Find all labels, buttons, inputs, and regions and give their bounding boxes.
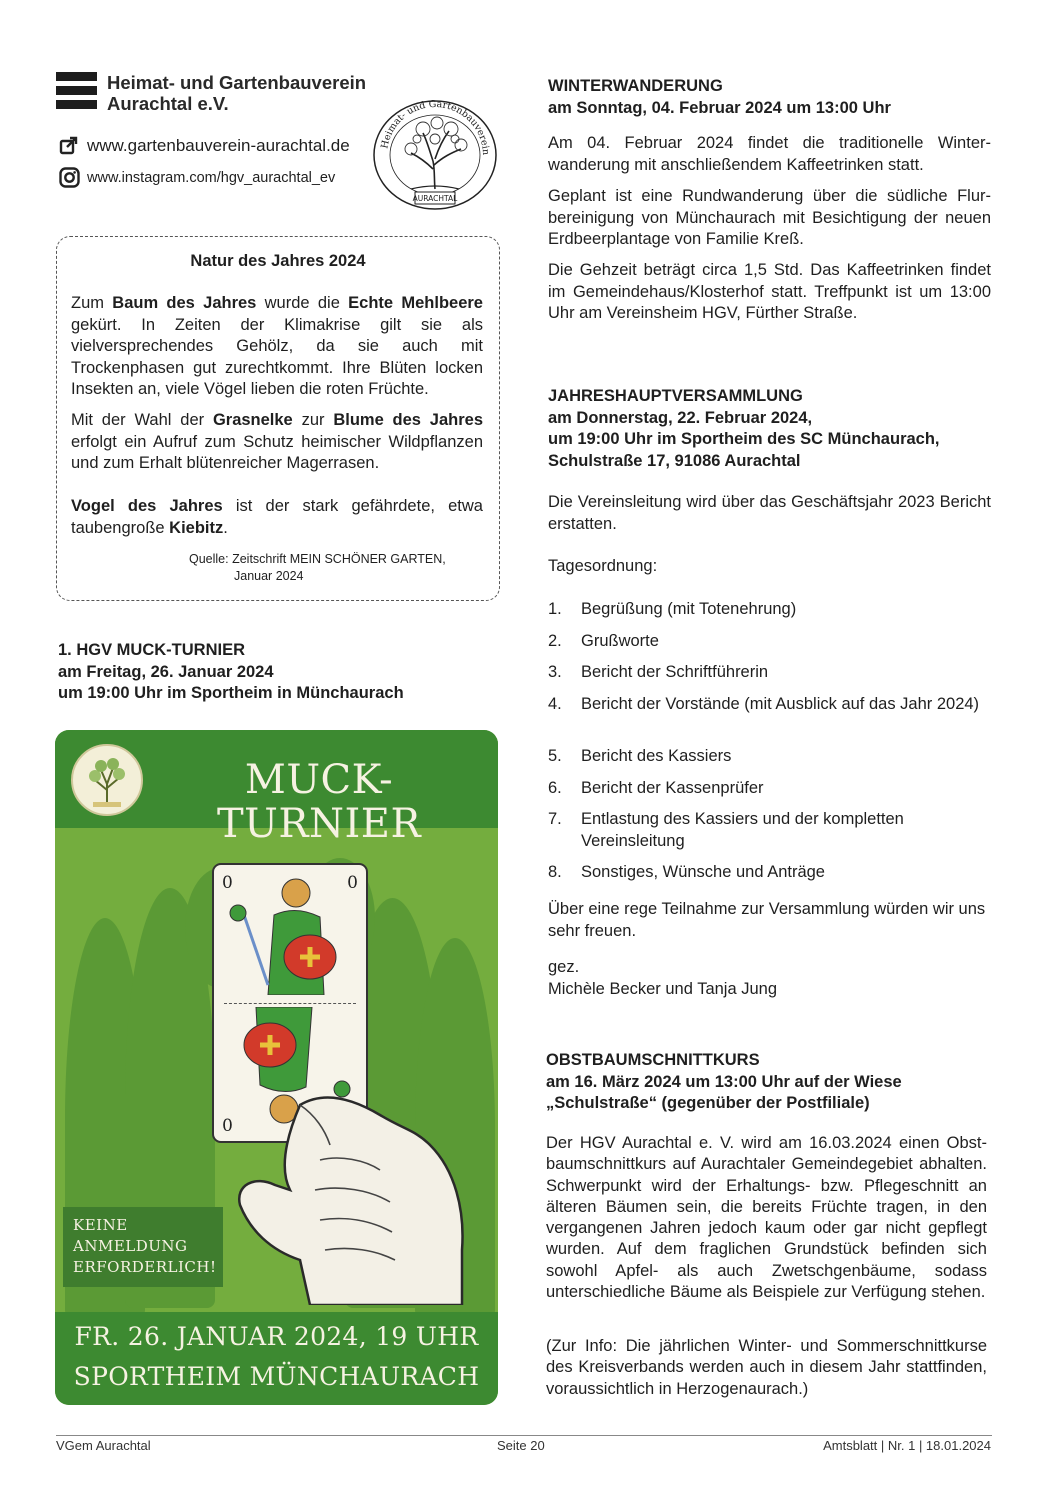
obst-paragraph-1: Der HGV Aurachtal e. V. wird am 16.03.2024 einen Obstbaumschnittkurs auf Aurachtaler Gemeindegebiet abhalten. Schwerpunkt wird der Erhaltungs- bzw. Pflegeschnitt an älteren Bäumen sein, die bereits Früchte tragen, in den vergangenen Jahren jedoch kaum oder gar nicht gepflegt wurden. Auf dem fraglichen Grundstück befinden sich sowohl Apfel- als auch Zwetschgenbäume, sodass unterschiedliche Bäume als Beispiele zur Verfügung stehen. (546, 1134, 987, 1302)
agenda-number: 7. (548, 810, 562, 828)
agenda-label: Tagesordnung: (548, 557, 658, 575)
card-value-top-left: 0 (222, 873, 233, 893)
footer-divider (56, 1435, 992, 1436)
nature-text: ist der stark gefährdete, etwa taubengroße (71, 497, 483, 537)
nature-highlight: Blume des Jahres (333, 411, 484, 429)
seal-tree-icon (371, 99, 499, 211)
footer-right: Amtsblatt | Nr. 1 | 18.01.2024 (823, 1438, 991, 1453)
instagram-url[interactable]: www.instagram.com/hgv_aurachtal_ev (87, 170, 336, 186)
nature-paragraph-vogel (71, 496, 483, 539)
agenda-number: 3. (548, 663, 562, 681)
agenda-text: Grußworte (581, 632, 659, 650)
seal-text-top: Heimat- und Gartenbauverein (379, 99, 492, 156)
agenda-number: 4. (548, 695, 562, 713)
nature-highlight: Baum des Jahres (112, 294, 257, 312)
source-line1: Quelle: Zeitschrift MEIN SCHÖNER GARTEN, (189, 552, 446, 566)
keine-line3: ERFORDERLICH! (73, 1258, 217, 1276)
org-name-line2: Aurachtal e.V. (107, 93, 229, 114)
obst-heading-date: am 16. März 2024 um 13:00 Uhr auf der Wiese (546, 1072, 902, 1091)
muck-heading-title: 1. HGV MUCK-TURNIER (58, 641, 246, 659)
obstbaumschnittkurs-heading (546, 1050, 991, 1115)
agenda-text: Entlastung des Kassiers und der kompletten Vereinsleitung (581, 810, 904, 850)
source-line2: Januar 2024 (234, 569, 304, 583)
agenda-number: 5. (548, 747, 562, 765)
winter-heading-date: am Sonntag, 04. Februar 2024 um 13:00 Uhr (548, 98, 891, 117)
winter-paragraph-3: Die Gehzeit beträgt circa 1,5 Std. Das Kaffeetrinken findet im Gemeindehaus/Klosterhof statt. Treffpunkt ist um 13:00 Uhr am Vereinsheim HGV, Fürther Straße. (548, 261, 991, 322)
poster-logo-tree-icon (73, 746, 141, 814)
nature-text: erfolgt ein Aufruf zum Schutz heimischer Wildpflanzen und zum Erhalt blütenreicher Magerrasen. (71, 432, 483, 473)
poster-place: SPORTHEIM MÜNCHAURACH (73, 1362, 480, 1391)
agenda-text: Bericht der Schriftführerin (581, 663, 769, 681)
card-figure-top-icon (224, 875, 356, 995)
obst-paragraph-2: (Zur Info: Die jährlichen Winter- und Sommerschnittkurse des Kreisverbands werden auch in diesem Jahr stattfinden, voraussichtlich in Herzogenaurach.) (546, 1337, 987, 1398)
agenda-number: 6. (548, 779, 562, 797)
obst-heading-title: OBSTBAUMSCHNITTKURS (546, 1051, 760, 1069)
poster-club-logo (71, 744, 143, 816)
nature-highlight: Vogel des Jahres (71, 497, 223, 515)
instagram-icon (59, 167, 80, 188)
winterwanderung-heading (548, 76, 991, 119)
external-link-icon (59, 136, 79, 156)
signature-gez: gez. (548, 958, 580, 976)
nature-text: Mit der Wahl der (71, 411, 213, 429)
poster-date: FR. 26. JANUAR 2024, 19 UHR (74, 1322, 479, 1351)
poster-no-registration (73, 1215, 223, 1278)
nature-highlight: Grasnelke (212, 411, 293, 429)
keine-line1: KEINE (73, 1216, 128, 1234)
hand-holding-card-icon (230, 1090, 470, 1305)
nature-highlight: Kiebitz (169, 518, 224, 537)
jhv-heading-address: Schulstraße 17, 91086 Aurachtal (548, 451, 801, 470)
card-value-top-right: 0 (347, 873, 358, 893)
obst-heading-place: „Schulstraße“ (gegenüber der Postfiliale) (546, 1094, 870, 1112)
vereins-seal-logo (371, 99, 499, 211)
jhv-heading-time: um 19:00 Uhr im Sportheim des SC Münchaurach, (548, 430, 940, 448)
website-url[interactable]: www.gartenbauverein-aurachtal.de (87, 136, 350, 155)
nature-box-title: Natur des Jahres 2024 (190, 252, 366, 270)
agenda-number: 1. (548, 600, 562, 618)
winter-paragraph-2: Geplant ist eine Rundwanderung über die südliche Flurbereinigung von Münchaurach mit Besichtigung der neuen Erdbeerplantage von Familie Kreß. (548, 187, 991, 248)
org-name-line1: Heimat- und Gartenbauverein (107, 72, 367, 93)
muck-turnier-poster (55, 730, 498, 1405)
organization-name (107, 72, 366, 114)
nature-text: zur (292, 411, 334, 429)
card-value-bottom-left: 0 (222, 1113, 233, 1133)
jhv-intro: Die Vereinsleitung wird über das Geschäftsjahr 2023 Bericht erstatten. (548, 493, 991, 533)
agenda-text: Sonstiges, Wünsche und Anträge (581, 863, 825, 881)
jhv-closing: Über eine rege Teilnahme zur Versammlung würden wir uns sehr freuen. (548, 900, 986, 940)
agenda-number: 8. (548, 863, 562, 881)
nature-paragraph-blume (71, 410, 483, 475)
nature-text: gekürt. In Zeiten der Klimakrise gilt sie als vielversprechendes Gehölz, da sie auch mit Trockenphasen gut zurechtkommt. Ihre Blüten locken Insekten an, viele Vögel lieben die roten Früchte. (71, 315, 483, 399)
poster-title: MUCK-TURNIER (216, 757, 422, 847)
muck-heading-place: um 19:00 Uhr im Sportheim in Münchaurach (58, 684, 404, 702)
agenda-text: Bericht des Kassiers (581, 747, 732, 765)
nature-text: Zum (71, 294, 113, 312)
agenda-text: Bericht der Vorstände (mit Ausblick auf das Jahr 2024) (581, 695, 980, 713)
footer-left: VGem Aurachtal (56, 1438, 151, 1453)
jhv-heading-title: JAHRESHAUPTVERSAMMLUNG (548, 387, 803, 405)
agenda-text: Bericht der Kassenprüfer (581, 779, 764, 797)
winter-paragraph-1: Am 04. Februar 2024 findet die traditionelle Winterwanderung mit anschließendem Kaffeetrinken statt. (548, 134, 991, 174)
jhv-signature (548, 957, 991, 1000)
vereinsflag-icon (56, 72, 97, 110)
winter-heading-title: WINTERWANDERUNG (548, 77, 723, 95)
seal-text-bottom: AURACHTAL (412, 194, 458, 203)
jahreshauptversammlung-heading (548, 386, 991, 472)
nature-source (189, 551, 446, 585)
muck-heading-date: am Freitag, 26. Januar 2024 (58, 662, 274, 681)
agenda-text: Begrüßung (mit Totenehrung) (581, 600, 797, 618)
jhv-heading-date: am Donnerstag, 22. Februar 2024, (548, 408, 813, 427)
keine-line2: ANMELDUNG (73, 1237, 188, 1255)
nature-highlight: Echte Mehlbeere (348, 294, 483, 312)
nature-text: wurde die (256, 294, 349, 312)
signature-names: Michèle Becker und Tanja Jung (548, 979, 778, 998)
nature-paragraph-baum (71, 293, 483, 401)
agenda-number: 2. (548, 632, 562, 650)
muck-turnier-heading (58, 640, 404, 705)
footer-page-number: Seite 20 (497, 1438, 545, 1453)
nature-text: . (223, 518, 228, 537)
